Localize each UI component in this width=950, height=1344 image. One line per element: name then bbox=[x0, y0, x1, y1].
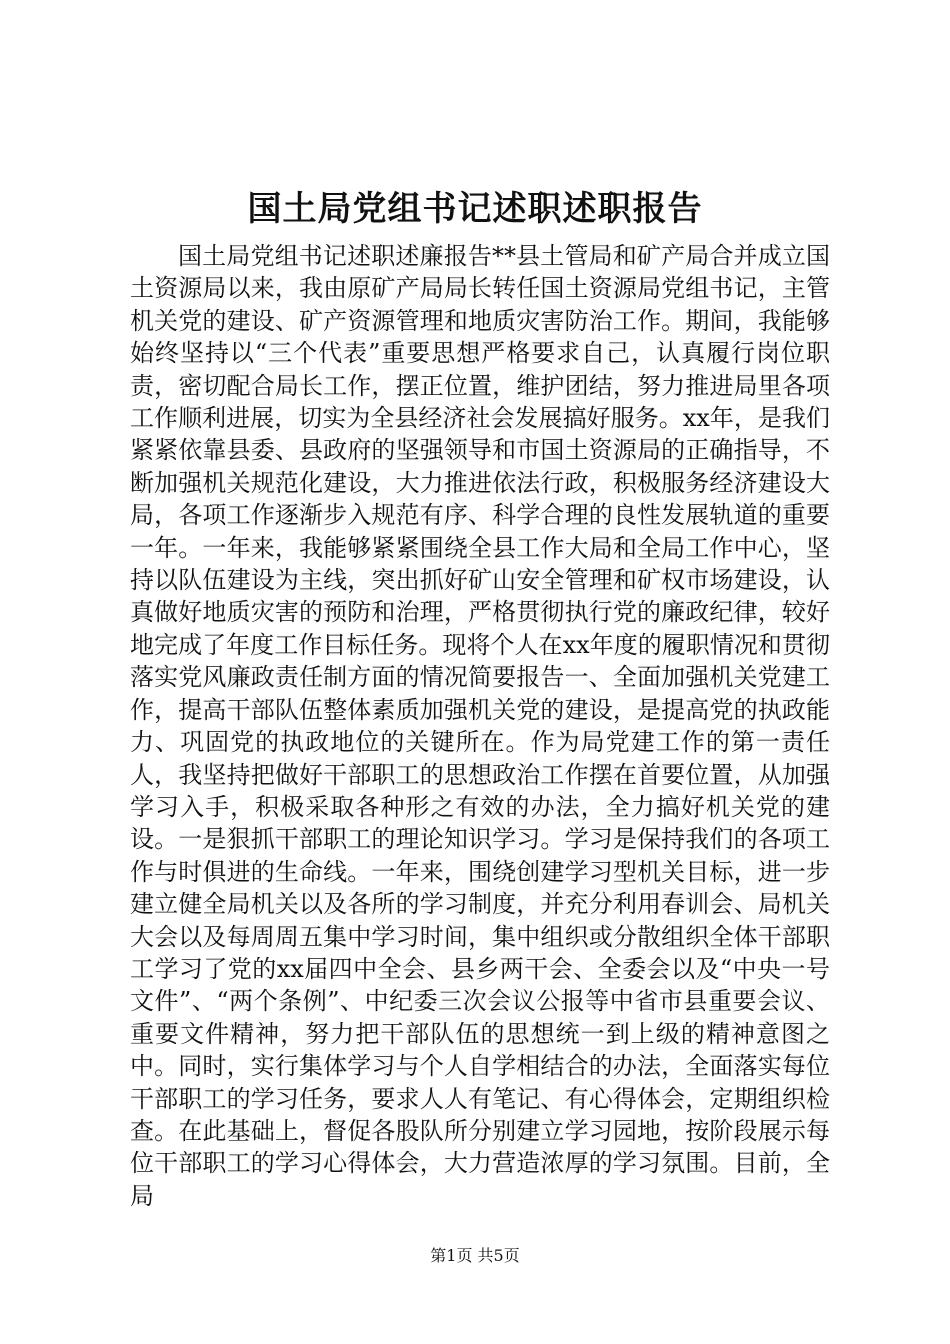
document-body-paragraph: 国土局党组书记述职述廉报告**县土管局和矿产局合并成立国土资源局以来，我由原矿产局局长转任国土资源局党组书记，主管机关党的建设、矿产资源管理和地质灾害防治工作。期间，我能够始终坚持以“三个代表”重要思想严格要求自己，认真履行岗位职责，密切配合局长工作，摆正位置，维护团结，努力推进局里各项工作顺利进展，切实为全县经济社会发展搞好服务。xx年，是我们紧紧依靠县委、县政府的坚强领导和市国土资源局的正确指导，不断加强机关规范化建设，大力推进依法行政，积极服务经济建设大局，各项工作逐渐步入规范有序、科学合理的良性发展轨道的重要一年。一年来，我能够紧紧围绕全县工作大局和全局工作中心，坚持以队伍建设为主线，突出抓好矿山安全管理和矿权市场建设，认真做好地质灾害的预防和治理，严格贯彻执行党的廉政纪律，较好地完成了年度工作目标任务。现将个人在xx年度的履职情况和贯彻落实党风廉政责任制方面的情况简要报告一、全面加强机关党建工作，提高干部队伍整体素质加强机关党的建设，是提高党的执政能力、巩固党的执政地位的关键所在。作为局党建工作的第一责任人，我坚持把做好干部职工的思想政治工作摆在首要位置，从加强学习入手，积极采取各种形之有效的办法，全力搞好机关党的建设。一是狠抓干部职工的理论知识学习。学习是保持我们的各项工作与时俱进的生命线。一年来，围绕创建学习型机关目标，进一步建立健全局机关以及各所的学习制度，并充分利用春训会、局机关大会以及每周周五集中学习时间，集中组织或分散组织全体干部职工学习了党的xx届四中全会、县乡两干会、全委会以及“中央一号文件”、“两个条例”、中纪委三次会议公报等中省市县重要会议、重要文件精神，努力把干部队伍的思想统一到上级的精神意图之中。同时，实行集体学习与个人自学相结合的办法，全面落实每位干部职工的学习任务，要求人人有笔记、有心得体会，定期组织检查。在此基础上，督促各股队所分别建立学习园地，按阶段展示每位干部职工的学习心得体会，大力营造浓厚的学习氛围。目前，全局 bbox=[130, 242, 830, 1210]
document-title: 国土局党组书记述职述职报告 bbox=[247, 189, 703, 229]
page-number-footer: 第1页 共5页 bbox=[430, 1246, 520, 1265]
